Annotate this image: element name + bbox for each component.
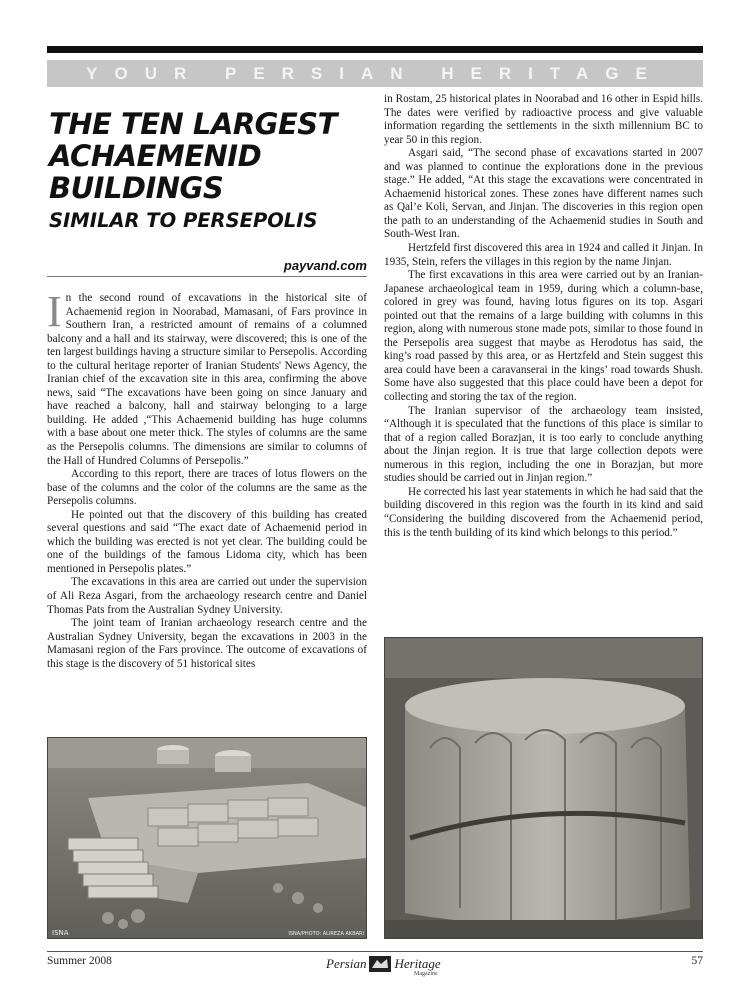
griffin-emblem-icon bbox=[369, 956, 391, 972]
article-subtitle: SIMILAR TO PERSEPOLIS bbox=[49, 209, 318, 232]
paragraph: He pointed out that the discovery of this building has created several questions and said “The exact date of Achaemenid period in which the building was erected is not yet clear. The building could be one of the buildings of the famous Lidoma city, which has been mentioned in Persepolis plates.” bbox=[47, 508, 367, 575]
photo-credit-b: ISNA/PHOTO: ALIREZA AKBARI bbox=[288, 931, 364, 937]
top-rule bbox=[47, 46, 703, 53]
photo-credit-a: ISNA bbox=[52, 929, 69, 937]
left-column bbox=[47, 287, 367, 671]
paragraph: Hertzfeld first discovered this area in 1924 and called it Jinjan. In 1935, Stein, refers the villages in this region by the name Jinjan. bbox=[384, 242, 703, 268]
section-banner: YOUR PERSIAN HERITAGE bbox=[47, 60, 703, 87]
paragraph: According to this report, there are traces of lotus flowers on the base of the columns and the color of the columns are the same as the Persepolis columns. bbox=[47, 468, 367, 508]
paragraph: The joint team of Iranian archaeology research centre and the Australian Sydney University, began the excavations in 2003 in the Mamasani region of the Fars province. The outcome of excavations of this stage is the discovery of 51 historical sites bbox=[47, 617, 367, 670]
drop-cap: I bbox=[47, 287, 62, 336]
right-column bbox=[384, 93, 703, 540]
article-title: THE TEN LARGEST ACHAEMENID BUILDINGS bbox=[49, 107, 337, 205]
source-divider bbox=[47, 276, 367, 277]
excavation-stairway-photo bbox=[47, 737, 367, 939]
paragraph: He corrected his last year statements in which he had said that the building discovered in this region was the fourth in its kind and said “Considering the building discovered from the Achaemenid period, this is the tenth building of its kind which belongs to this period.” bbox=[384, 485, 703, 539]
paragraph bbox=[47, 287, 367, 468]
magazine-logo bbox=[326, 956, 441, 977]
logo-subtitle: Magazine bbox=[414, 971, 438, 977]
paragraph: Asgari said, “The second phase of excavations started in 2007 and was planned to continue the explorations done in the previous stage.” He added, “At this stage the excavations were concentrated in Achaemenid historical zones. These zones have different names such as Qal’e Koli, Servan, and Jinjan. The discoveries in this region open the path to an understanding of the Achaemenid studies in South and South-West Iran. bbox=[384, 147, 703, 241]
paragraph: in Rostam, 25 historical plates in Noorabad and 16 other in Espid hills. The dates were verified by radioactive process and give valuable information regarding the settlements in the sixth millennium BC to year 50 in this region. bbox=[384, 93, 703, 146]
footer-rule bbox=[47, 951, 703, 952]
logo-word-right: Heritage bbox=[394, 956, 441, 971]
paragraph: The first excavations in this area were carried out by an Iranian-Japanese archaeological team in 1959, during which a column-base, colored in grey was found, having lotus figures on its top. Asgari pointed out that the remains of a large building with columns in this region, along with numerous stone made pots, similar to those found in the Persepolis area suggest that maybe as Herodotus has said, the king’s road passed by this area, or as Hertzfeld and Stein suggest this area could have been a caravanserai in the kings’ road towards Shush. Some have also suggested that this place could have been a depot for collecting and storing the tax of the region. bbox=[384, 269, 703, 404]
column-base-photo bbox=[384, 637, 703, 939]
logo-word-left: Persian bbox=[326, 956, 367, 971]
page-number: 57 bbox=[691, 955, 703, 967]
paragraph: The Iranian supervisor of the archaeology team insisted, “Although it is speculated that the functions of this place is similar to that of a region called Borazjan, it is too early to conclude anything about the Jinjan region. It is true that large collection depots were numerous in this region, including the one in Borazjan, but more studies should be carried out in Jinjan region.” bbox=[384, 404, 703, 485]
issue-date: Summer 2008 bbox=[47, 955, 112, 967]
article-source: payvand.com bbox=[283, 258, 367, 273]
paragraph-text: n the second round of excavations in the historical site of Achaemenid region in Noorabad, Mamasani, of Fars province in Southern Iran, a restricted amount of remains of a columned balcony and a hall and its stairway, were discovered; this is one of the ten largest buildings having a structure similar to Persepolis. According to the cultural heritage reporter of Iranian Students' News Agency, the Iranian chief of the excavation site in this area, confirming the above news, said “The excavations have been going on since January and have reached a balcony, hall and stairway belonging to a large building. He added ,“This Achaemenid building has huge columns with a base about one meter thick. The styles of columns are the same as the Persepolis columns. The dimensions are similar to columns of the Hall of Hundred Columns of Persepolis.” bbox=[47, 292, 367, 467]
paragraph: The excavations in this area are carried out under the supervision of Ali Reza Asgari, from the archaeology research centre and Daniel Thomas Pats from the Australian Sydney University. bbox=[47, 576, 367, 616]
